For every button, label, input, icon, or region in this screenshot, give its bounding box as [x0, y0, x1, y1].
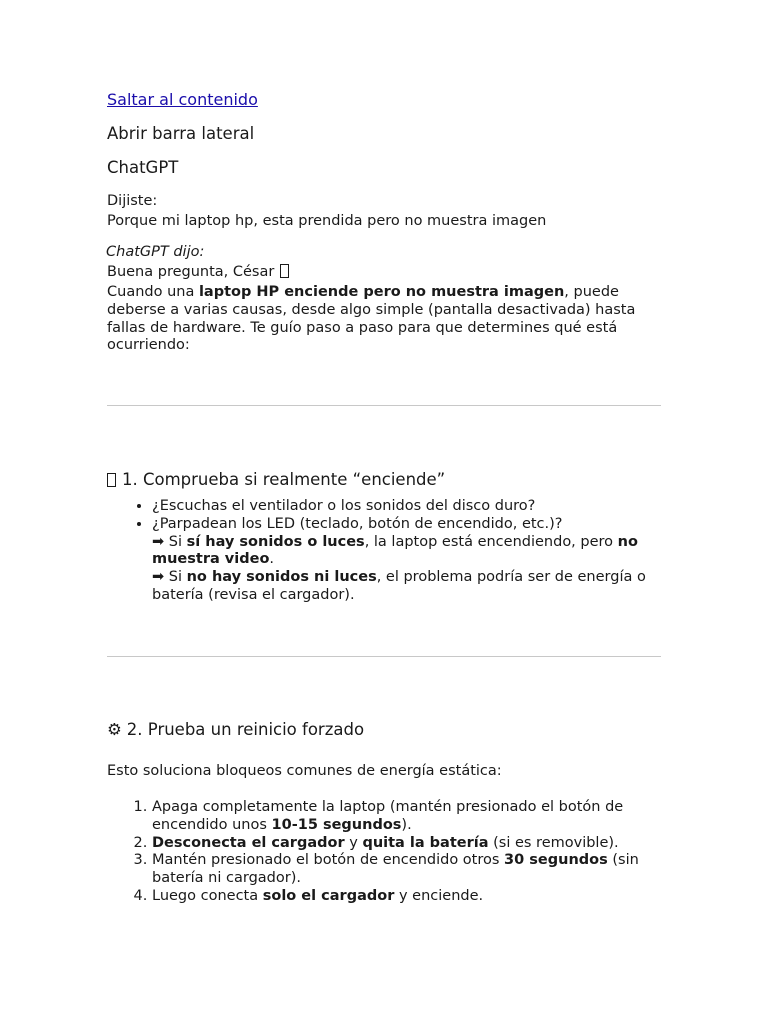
assistant-message-label: ChatGPT dijo:: [106, 244, 205, 260]
list-item: • ¿Escuchas el ventilador o los sonidos del disco duro?: [152, 498, 667, 516]
box-icon: [107, 473, 116, 487]
section-2-heading: ⚙ 2. Prueba un reinicio forzado: [107, 720, 365, 739]
list-item: • ¿Parpadean los LED (teclado, botón de encendido, etc.)? ➡ Si sí hay sonidos o luces, la laptop está encendiendo, pero no muestra video. ➡ Si no hay sonidos ni luces, el problema podría ser de energía o batería (revisa el cargador).: [152, 516, 667, 605]
assistant-greeting: Buena pregunta, César: [107, 264, 667, 282]
section-divider: [107, 405, 661, 406]
note-sounds-or-lights: ➡ Si sí hay sonidos o luces, la laptop está encendiendo, pero no muestra video.: [152, 533, 638, 568]
list-item: 4. Luego conecta solo el cargador y enciende.: [152, 888, 667, 906]
section-1-heading: 1. Comprueba si realmente “enciende”: [107, 470, 445, 489]
app-title: ChatGPT: [107, 158, 179, 177]
section-1-list: [107, 498, 667, 605]
list-item: 3. Mantén presionado el botón de encendido otros 30 segundos (sin batería ni cargador).: [152, 852, 667, 888]
list-item: 2. Desconecta el cargador y quita la batería (si es removible).: [152, 835, 667, 853]
arrow-right-icon: ➡: [152, 533, 165, 550]
user-message-label: Dijiste:: [107, 193, 158, 209]
list-item: 1. Apaga completamente la laptop (mantén presionado el botón de encendido unos 10-15 segundos).: [152, 799, 667, 835]
skip-to-content-link[interactable]: Saltar al contenido: [107, 90, 258, 109]
open-sidebar-button[interactable]: Abrir barra lateral: [107, 124, 255, 143]
gear-icon: ⚙: [107, 720, 122, 739]
note-no-sounds-or-lights: ➡ Si no hay sonidos ni luces, el problema podría ser de energía o batería (revisa el cargador).: [152, 569, 646, 603]
arrow-right-icon: ➡: [152, 569, 165, 586]
section-2-intro: Esto soluciona bloqueos comunes de energía estática:: [107, 763, 502, 779]
section-divider: [107, 656, 661, 657]
assistant-intro: Cuando una laptop HP enciende pero no muestra imagen, puede deberse a varias causas, desde algo simple (pantalla desactivada) hasta fallas de hardware. Te guío paso a paso para que determines qué está ocurriendo:: [107, 284, 636, 354]
user-message: Porque mi laptop hp, esta prendida pero no muestra imagen: [107, 213, 547, 229]
section-2-steps: [107, 799, 667, 906]
emoji-placeholder-icon: [280, 264, 289, 278]
